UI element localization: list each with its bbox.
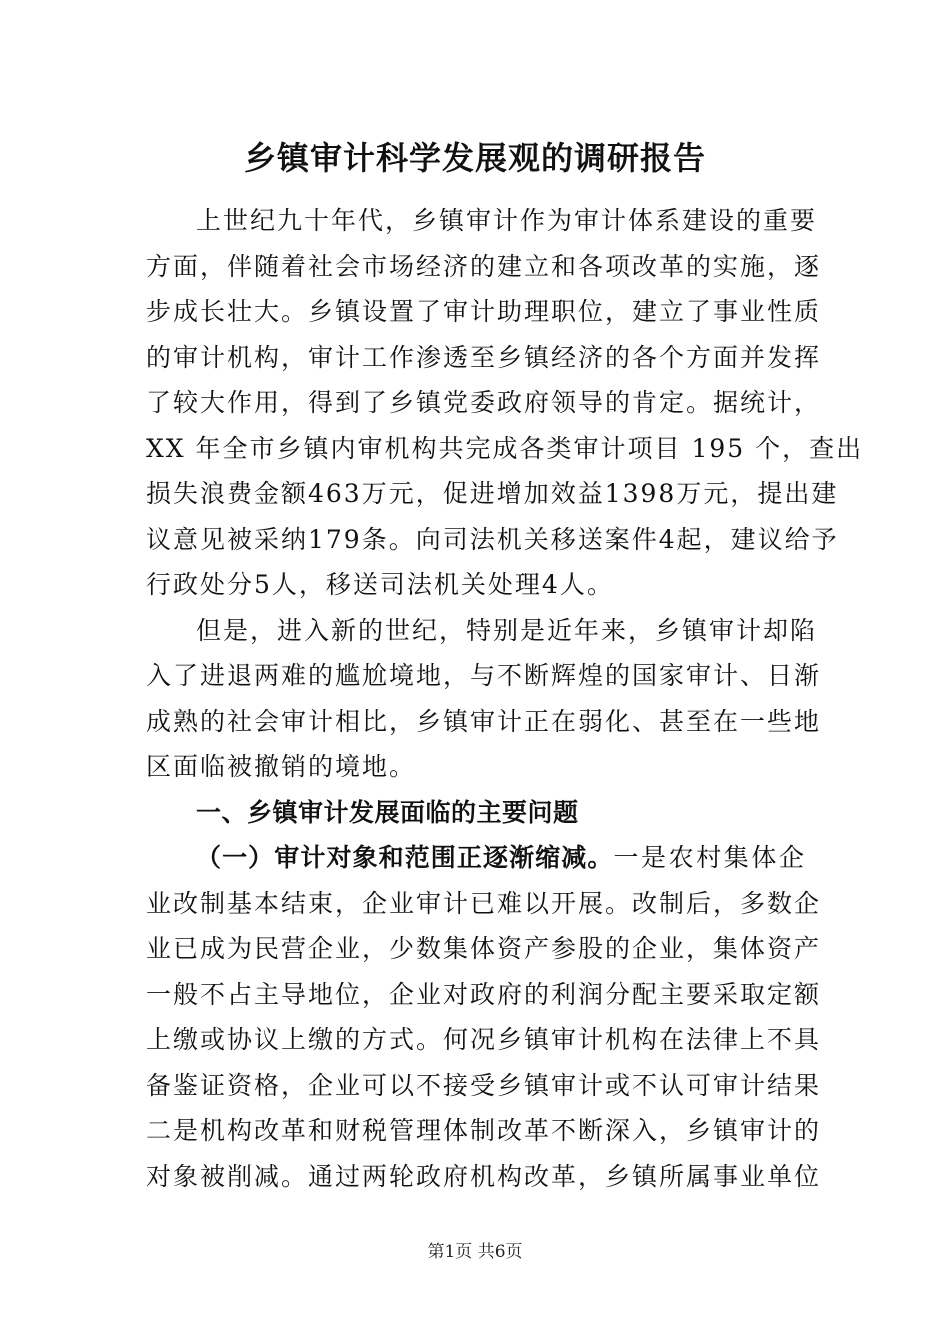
document-body [146,198,864,1199]
paragraph-line: 一般不占主导地位，企业对政府的利润分配主要采取定额 [146,979,822,1009]
paragraph-line: 上世纪九十年代，乡镇审计作为审计体系建设的重要 [196,206,818,235]
paragraph-line: 议意见被采纳179条。向司法机关移送案件4起，建议给予 [146,524,839,554]
paragraph-line: 上缴或协议上缴的方式。何况乡镇审计机构在法律上不具 [146,1025,822,1054]
paragraph-text: 一是农村集体企 [613,843,806,872]
paragraph-line: XX 年全市乡镇内审机构共完成各类审计项目 195 个，查出 [146,433,864,463]
subsection-heading: （一）审计对象和范围正逐渐缩减。 [196,843,614,872]
paragraph-line: 二是机构改革和财税管理体制改革不断深入，乡镇审计的 [146,1116,822,1145]
paragraph-line: 业改制基本结束，企业审计已难以开展。改制后，多数企 [146,888,822,918]
paragraph-line: 备鉴证资格，企业可以不接受乡镇审计或不认可审计结果 [146,1070,822,1100]
paragraph-line: 成熟的社会审计相比，乡镇审计正在弱化、甚至在一些地 [146,706,822,736]
paragraph-line: 对象被削减。通过两轮政府机构改革，乡镇所属事业单位 [146,1161,822,1191]
paragraph-line: 损失浪费金额463万元，促进增加效益1398万元，提出建 [146,479,839,508]
paragraph-line: 行政处分5人，移送司法机关处理4人。 [146,570,614,599]
paragraph-line: 入了进退两难的尴尬境地，与不断辉煌的国家审计、日渐 [146,661,822,690]
paragraph-line: 了较大作用，得到了乡镇党委政府领导的肯定。据统计， [146,388,822,417]
section-heading: 一、乡镇审计发展面临的主要问题 [196,797,579,827]
paragraph-line: 但是，进入新的世纪，特别是近年来，乡镇审计却陷 [196,615,818,645]
paragraph-line: 区面临被撤销的境地。 [146,752,417,781]
paragraph-line [146,835,806,881]
paragraph-line: 方面，伴随着社会市场经济的建立和各项改革的实施，逐 [146,251,822,281]
document-title: 乡镇审计科学发展观的调研报告 [243,139,706,177]
paragraph-line: 步成长壮大。乡镇设置了审计助理职位，建立了事业性质 [146,297,822,326]
paragraph-line: 的审计机构，审计工作渗透至乡镇经济的各个方面并发挥 [146,342,822,372]
page-footer: 第1页 共6页 [427,1242,523,1262]
paragraph-line: 业已成为民营企业，少数集体资产参股的企业，集体资产 [146,934,822,963]
